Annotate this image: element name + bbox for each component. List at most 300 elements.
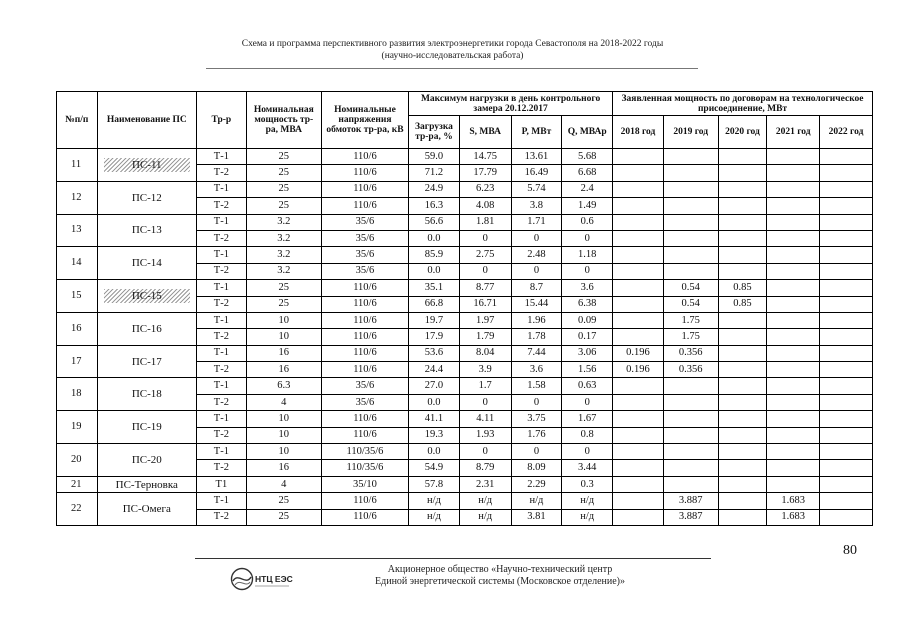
cell-q: 3.44 <box>562 460 613 476</box>
cell-y2020 <box>718 230 767 246</box>
header-year-2018: 2018 год <box>613 116 664 149</box>
cell-y2018 <box>613 493 664 509</box>
cell-y2021 <box>767 263 820 279</box>
cell-y2022 <box>820 345 873 361</box>
cell-y2022 <box>820 444 873 460</box>
cell-power: 25 <box>246 165 321 181</box>
cell-s: 8.77 <box>459 280 511 296</box>
substation-name: ПС-13 <box>97 214 196 247</box>
cell-y2018 <box>613 247 664 263</box>
cell-y2020 <box>718 247 767 263</box>
cell-y2019 <box>663 411 718 427</box>
cell-load: 0.0 <box>409 444 460 460</box>
cell-tr: Т-2 <box>197 509 247 525</box>
cell-q: 0 <box>562 230 613 246</box>
cell-y2018 <box>613 165 664 181</box>
page-number: 80 <box>843 543 857 558</box>
cell-y2020 <box>718 165 767 181</box>
cell-s: 1.79 <box>459 329 511 345</box>
cell-power: 25 <box>246 509 321 525</box>
header-divider <box>206 68 698 69</box>
cell-tr: Т-1 <box>197 247 247 263</box>
cell-y2019: 3.887 <box>663 493 718 509</box>
cell-tr: Т-2 <box>197 394 247 410</box>
hatched-substation-cell <box>104 289 190 303</box>
substation-name: ПС-17 <box>97 345 196 378</box>
cell-load: 27.0 <box>409 378 460 394</box>
row-number: 13 <box>57 214 98 247</box>
cell-y2020 <box>718 493 767 509</box>
table-row <box>57 280 873 296</box>
cell-q: 0.6 <box>562 214 613 230</box>
table-row <box>57 476 873 492</box>
cell-s: 16.71 <box>459 296 511 312</box>
cell-y2020 <box>718 345 767 361</box>
cell-tr: Т-1 <box>197 181 247 197</box>
cell-s: 17.79 <box>459 165 511 181</box>
cell-y2019 <box>663 149 718 165</box>
cell-s: 1.81 <box>459 214 511 230</box>
cell-s: 14.75 <box>459 149 511 165</box>
cell-power: 25 <box>246 149 321 165</box>
cell-y2018 <box>613 263 664 279</box>
row-number: 15 <box>57 280 98 313</box>
substation-name <box>97 149 196 182</box>
cell-tr: Т-2 <box>197 198 247 214</box>
cell-power: 16 <box>246 345 321 361</box>
cell-y2022 <box>820 280 873 296</box>
cell-y2020 <box>718 394 767 410</box>
cell-tr: Т1 <box>197 476 247 492</box>
table-body <box>57 149 873 526</box>
cell-power: 4 <box>246 476 321 492</box>
cell-voltage: 110/6 <box>321 411 408 427</box>
cell-voltage: 35/10 <box>321 476 408 492</box>
cell-y2020 <box>718 362 767 378</box>
cell-q: 0.63 <box>562 378 613 394</box>
cell-load: 17.9 <box>409 329 460 345</box>
cell-load: 71.2 <box>409 165 460 181</box>
cell-y2022 <box>820 149 873 165</box>
cell-power: 6.3 <box>246 378 321 394</box>
cell-y2018 <box>613 296 664 312</box>
cell-y2020 <box>718 411 767 427</box>
cell-load: 53.6 <box>409 345 460 361</box>
cell-power: 10 <box>246 444 321 460</box>
cell-y2019 <box>663 214 718 230</box>
logo-text: НТЦ ЕЭС <box>255 574 293 584</box>
cell-power: 10 <box>246 312 321 328</box>
cell-y2020 <box>718 378 767 394</box>
cell-y2022 <box>820 296 873 312</box>
cell-y2018 <box>613 476 664 492</box>
cell-tr: Т-1 <box>197 493 247 509</box>
cell-load: 59.0 <box>409 149 460 165</box>
cell-p: н/д <box>511 493 562 509</box>
cell-s: 4.11 <box>459 411 511 427</box>
cell-y2019 <box>663 427 718 443</box>
cell-q: 0 <box>562 394 613 410</box>
cell-load: н/д <box>409 493 460 509</box>
cell-y2020: 0.85 <box>718 296 767 312</box>
cell-tr: Т-2 <box>197 263 247 279</box>
cell-load: 19.7 <box>409 312 460 328</box>
cell-power: 3.2 <box>246 247 321 263</box>
table-row <box>57 181 873 197</box>
header-nominal-voltage: Номинальные напряжения обмоток тр-ра, кВ <box>321 92 408 149</box>
cell-s: 8.04 <box>459 345 511 361</box>
cell-s: 3.9 <box>459 362 511 378</box>
cell-voltage: 110/6 <box>321 296 408 312</box>
cell-y2019 <box>663 230 718 246</box>
cell-y2022 <box>820 165 873 181</box>
cell-s: 0 <box>459 263 511 279</box>
cell-q: 1.49 <box>562 198 613 214</box>
cell-y2021: 1.683 <box>767 493 820 509</box>
cell-p: 15.44 <box>511 296 562 312</box>
cell-power: 10 <box>246 427 321 443</box>
cell-y2020 <box>718 329 767 345</box>
cell-y2022 <box>820 394 873 410</box>
cell-y2019 <box>663 247 718 263</box>
header-nominal-power: Номинальная мощность тр-ра, МВА <box>246 92 321 149</box>
table-row <box>57 411 873 427</box>
cell-y2019: 0.356 <box>663 362 718 378</box>
cell-power: 25 <box>246 280 321 296</box>
cell-voltage: 110/6 <box>321 509 408 525</box>
cell-y2021 <box>767 378 820 394</box>
substation-name: ПС-20 <box>97 444 196 477</box>
substation-name: ПС-Омега <box>97 493 196 526</box>
cell-y2021 <box>767 427 820 443</box>
cell-y2018 <box>613 394 664 410</box>
footer-org-line2: Единой энергетической системы (Московское отделение)» <box>375 576 625 587</box>
table-row <box>57 345 873 361</box>
ntc-ees-logo-icon <box>229 566 295 592</box>
cell-y2019 <box>663 198 718 214</box>
header-declared-power-group: Заявленная мощность по договорам на технологическое присоединение, МВт <box>613 92 873 116</box>
cell-p: 8.7 <box>511 280 562 296</box>
cell-load: 0.0 <box>409 394 460 410</box>
cell-p: 2.48 <box>511 247 562 263</box>
cell-y2018: 0.196 <box>613 345 664 361</box>
cell-y2022 <box>820 181 873 197</box>
cell-y2021 <box>767 394 820 410</box>
cell-q: 0.8 <box>562 427 613 443</box>
cell-power: 16 <box>246 362 321 378</box>
cell-y2021 <box>767 181 820 197</box>
cell-s: 4.08 <box>459 198 511 214</box>
cell-voltage: 110/6 <box>321 165 408 181</box>
cell-q: 0 <box>562 444 613 460</box>
cell-tr: Т-2 <box>197 362 247 378</box>
cell-voltage: 110/6 <box>321 493 408 509</box>
cell-y2020 <box>718 214 767 230</box>
cell-y2018 <box>613 411 664 427</box>
cell-tr: Т-1 <box>197 411 247 427</box>
cell-y2020 <box>718 149 767 165</box>
header-p-mw: P, МВт <box>511 116 562 149</box>
table-row <box>57 444 873 460</box>
cell-y2022 <box>820 476 873 492</box>
substation-name: ПС-Терновка <box>97 476 196 492</box>
table-row <box>57 312 873 328</box>
cell-power: 3.2 <box>246 263 321 279</box>
cell-y2019: 1.75 <box>663 312 718 328</box>
cell-y2021 <box>767 198 820 214</box>
cell-q: 0 <box>562 263 613 279</box>
cell-load: 19.3 <box>409 427 460 443</box>
header-transformer: Тр-р <box>197 92 247 149</box>
cell-load: 16.3 <box>409 198 460 214</box>
cell-y2020 <box>718 460 767 476</box>
cell-p: 8.09 <box>511 460 562 476</box>
cell-y2019: 1.75 <box>663 329 718 345</box>
cell-y2019: 0.54 <box>663 280 718 296</box>
cell-y2018: 0.196 <box>613 362 664 378</box>
cell-y2022 <box>820 362 873 378</box>
cell-tr: Т-1 <box>197 214 247 230</box>
cell-voltage: 110/6 <box>321 280 408 296</box>
cell-tr: Т-1 <box>197 312 247 328</box>
cell-p: 1.58 <box>511 378 562 394</box>
cell-y2020 <box>718 312 767 328</box>
cell-power: 10 <box>246 411 321 427</box>
cell-power: 10 <box>246 329 321 345</box>
cell-y2021 <box>767 149 820 165</box>
cell-tr: Т-2 <box>197 230 247 246</box>
cell-load: 35.1 <box>409 280 460 296</box>
cell-y2019 <box>663 378 718 394</box>
table-row <box>57 149 873 165</box>
cell-p: 2.29 <box>511 476 562 492</box>
cell-p: 1.71 <box>511 214 562 230</box>
cell-load: 24.9 <box>409 181 460 197</box>
cell-s: н/д <box>459 509 511 525</box>
document-header-subtitle: (научно-исследовательская работа) <box>381 51 524 61</box>
cell-y2020 <box>718 198 767 214</box>
cell-y2019: 0.54 <box>663 296 718 312</box>
cell-y2020 <box>718 181 767 197</box>
cell-voltage: 110/6 <box>321 181 408 197</box>
cell-q: 0.3 <box>562 476 613 492</box>
substation-name: ПС-14 <box>97 247 196 280</box>
cell-p: 3.6 <box>511 362 562 378</box>
cell-y2019 <box>663 444 718 460</box>
cell-y2020 <box>718 263 767 279</box>
cell-y2019 <box>663 460 718 476</box>
cell-q: 6.38 <box>562 296 613 312</box>
cell-p: 1.78 <box>511 329 562 345</box>
row-number: 14 <box>57 247 98 280</box>
cell-s: 8.79 <box>459 460 511 476</box>
cell-y2022 <box>820 427 873 443</box>
table-row <box>57 247 873 263</box>
cell-p: 0 <box>511 394 562 410</box>
cell-s: 1.97 <box>459 312 511 328</box>
cell-q: 0.17 <box>562 329 613 345</box>
header-year-2019: 2019 год <box>663 116 718 149</box>
cell-voltage: 35/6 <box>321 394 408 410</box>
cell-y2020 <box>718 444 767 460</box>
cell-y2022 <box>820 230 873 246</box>
substation-name: ПС-16 <box>97 312 196 345</box>
row-number: 18 <box>57 378 98 411</box>
cell-s: 1.93 <box>459 427 511 443</box>
cell-load: н/д <box>409 509 460 525</box>
cell-y2022 <box>820 247 873 263</box>
cell-voltage: 35/6 <box>321 263 408 279</box>
cell-tr: Т-2 <box>197 329 247 345</box>
row-number: 21 <box>57 476 98 492</box>
cell-y2019 <box>663 476 718 492</box>
cell-y2018 <box>613 378 664 394</box>
cell-y2020 <box>718 476 767 492</box>
cell-y2018 <box>613 509 664 525</box>
cell-y2021 <box>767 329 820 345</box>
cell-y2018 <box>613 230 664 246</box>
cell-y2021 <box>767 444 820 460</box>
cell-y2022 <box>820 312 873 328</box>
header-year-2021: 2021 год <box>767 116 820 149</box>
cell-s: 6.23 <box>459 181 511 197</box>
cell-y2020 <box>718 509 767 525</box>
cell-s: 2.31 <box>459 476 511 492</box>
row-number: 11 <box>57 149 98 182</box>
cell-q: 2.4 <box>562 181 613 197</box>
cell-y2020: 0.85 <box>718 280 767 296</box>
cell-y2021 <box>767 312 820 328</box>
cell-y2021 <box>767 345 820 361</box>
cell-y2021 <box>767 476 820 492</box>
cell-tr: Т-2 <box>197 460 247 476</box>
cell-p: 0 <box>511 263 562 279</box>
cell-load: 85.9 <box>409 247 460 263</box>
cell-voltage: 35/6 <box>321 230 408 246</box>
cell-load: 24.4 <box>409 362 460 378</box>
header-max-load-group: Максимум нагрузки в день контрольного замера 20.12.2017 <box>409 92 613 116</box>
cell-y2022 <box>820 263 873 279</box>
substation-name: ПС-12 <box>97 181 196 214</box>
cell-p: 0 <box>511 444 562 460</box>
cell-y2021 <box>767 280 820 296</box>
cell-tr: Т-1 <box>197 444 247 460</box>
footer-org-line1: Акционерное общество «Научно-технический центр <box>387 564 613 575</box>
header-load-percent: Загрузка тр-ра, % <box>409 116 460 149</box>
cell-y2018 <box>613 214 664 230</box>
cell-power: 25 <box>246 493 321 509</box>
cell-q: н/д <box>562 493 613 509</box>
cell-s: 0 <box>459 394 511 410</box>
cell-p: 3.8 <box>511 198 562 214</box>
cell-y2018 <box>613 427 664 443</box>
cell-y2022 <box>820 411 873 427</box>
cell-q: н/д <box>562 509 613 525</box>
cell-load: 41.1 <box>409 411 460 427</box>
cell-voltage: 35/6 <box>321 214 408 230</box>
cell-y2019 <box>663 165 718 181</box>
cell-q: 1.67 <box>562 411 613 427</box>
cell-y2020 <box>718 427 767 443</box>
header-s-mva: S, МВА <box>459 116 511 149</box>
cell-load: 57.8 <box>409 476 460 492</box>
header-num: №п/п <box>57 92 98 149</box>
cell-load: 0.0 <box>409 230 460 246</box>
substation-load-table <box>56 91 873 526</box>
header-name: Наименование ПС <box>97 92 196 149</box>
cell-voltage: 110/6 <box>321 329 408 345</box>
cell-voltage: 110/6 <box>321 362 408 378</box>
cell-tr: Т-1 <box>197 378 247 394</box>
cell-q: 5.68 <box>562 149 613 165</box>
cell-y2021 <box>767 362 820 378</box>
cell-s: 0 <box>459 444 511 460</box>
cell-y2018 <box>613 460 664 476</box>
cell-voltage: 110/6 <box>321 149 408 165</box>
cell-tr: Т-2 <box>197 296 247 312</box>
cell-voltage: 110/6 <box>321 345 408 361</box>
cell-power: 25 <box>246 181 321 197</box>
substation-name <box>97 280 196 313</box>
cell-y2019 <box>663 394 718 410</box>
cell-y2021 <box>767 165 820 181</box>
row-number: 12 <box>57 181 98 214</box>
hatched-substation-cell <box>104 158 190 172</box>
row-number: 22 <box>57 493 98 526</box>
cell-q: 3.6 <box>562 280 613 296</box>
cell-y2021 <box>767 411 820 427</box>
table-row <box>57 493 873 509</box>
cell-y2021 <box>767 214 820 230</box>
cell-p: 3.81 <box>511 509 562 525</box>
cell-power: 4 <box>246 394 321 410</box>
document-header-title: Схема и программа перспективного развития электроэнергетики города Севастополя на 2018-2022 годы <box>241 39 664 49</box>
cell-power: 25 <box>246 296 321 312</box>
table-row <box>57 378 873 394</box>
cell-y2021 <box>767 247 820 263</box>
cell-y2019: 3.887 <box>663 509 718 525</box>
cell-power: 25 <box>246 198 321 214</box>
cell-y2022 <box>820 329 873 345</box>
cell-y2022 <box>820 198 873 214</box>
cell-p: 13.61 <box>511 149 562 165</box>
cell-y2019 <box>663 263 718 279</box>
cell-y2018 <box>613 444 664 460</box>
cell-tr: Т-1 <box>197 149 247 165</box>
cell-y2021: 1.683 <box>767 509 820 525</box>
cell-voltage: 110/35/6 <box>321 460 408 476</box>
cell-y2022 <box>820 509 873 525</box>
cell-q: 6.68 <box>562 165 613 181</box>
cell-y2018 <box>613 198 664 214</box>
cell-y2022 <box>820 460 873 476</box>
header-year-2022: 2022 год <box>820 116 873 149</box>
cell-load: 0.0 <box>409 263 460 279</box>
cell-q: 1.18 <box>562 247 613 263</box>
row-number: 17 <box>57 345 98 378</box>
cell-y2018 <box>613 329 664 345</box>
cell-y2018 <box>613 149 664 165</box>
substation-name: ПС-18 <box>97 378 196 411</box>
cell-p: 1.96 <box>511 312 562 328</box>
cell-power: 3.2 <box>246 214 321 230</box>
cell-s: 2.75 <box>459 247 511 263</box>
cell-voltage: 110/6 <box>321 312 408 328</box>
row-number: 16 <box>57 312 98 345</box>
cell-tr: Т-1 <box>197 280 247 296</box>
header-year-2020: 2020 год <box>718 116 767 149</box>
cell-voltage: 35/6 <box>321 247 408 263</box>
